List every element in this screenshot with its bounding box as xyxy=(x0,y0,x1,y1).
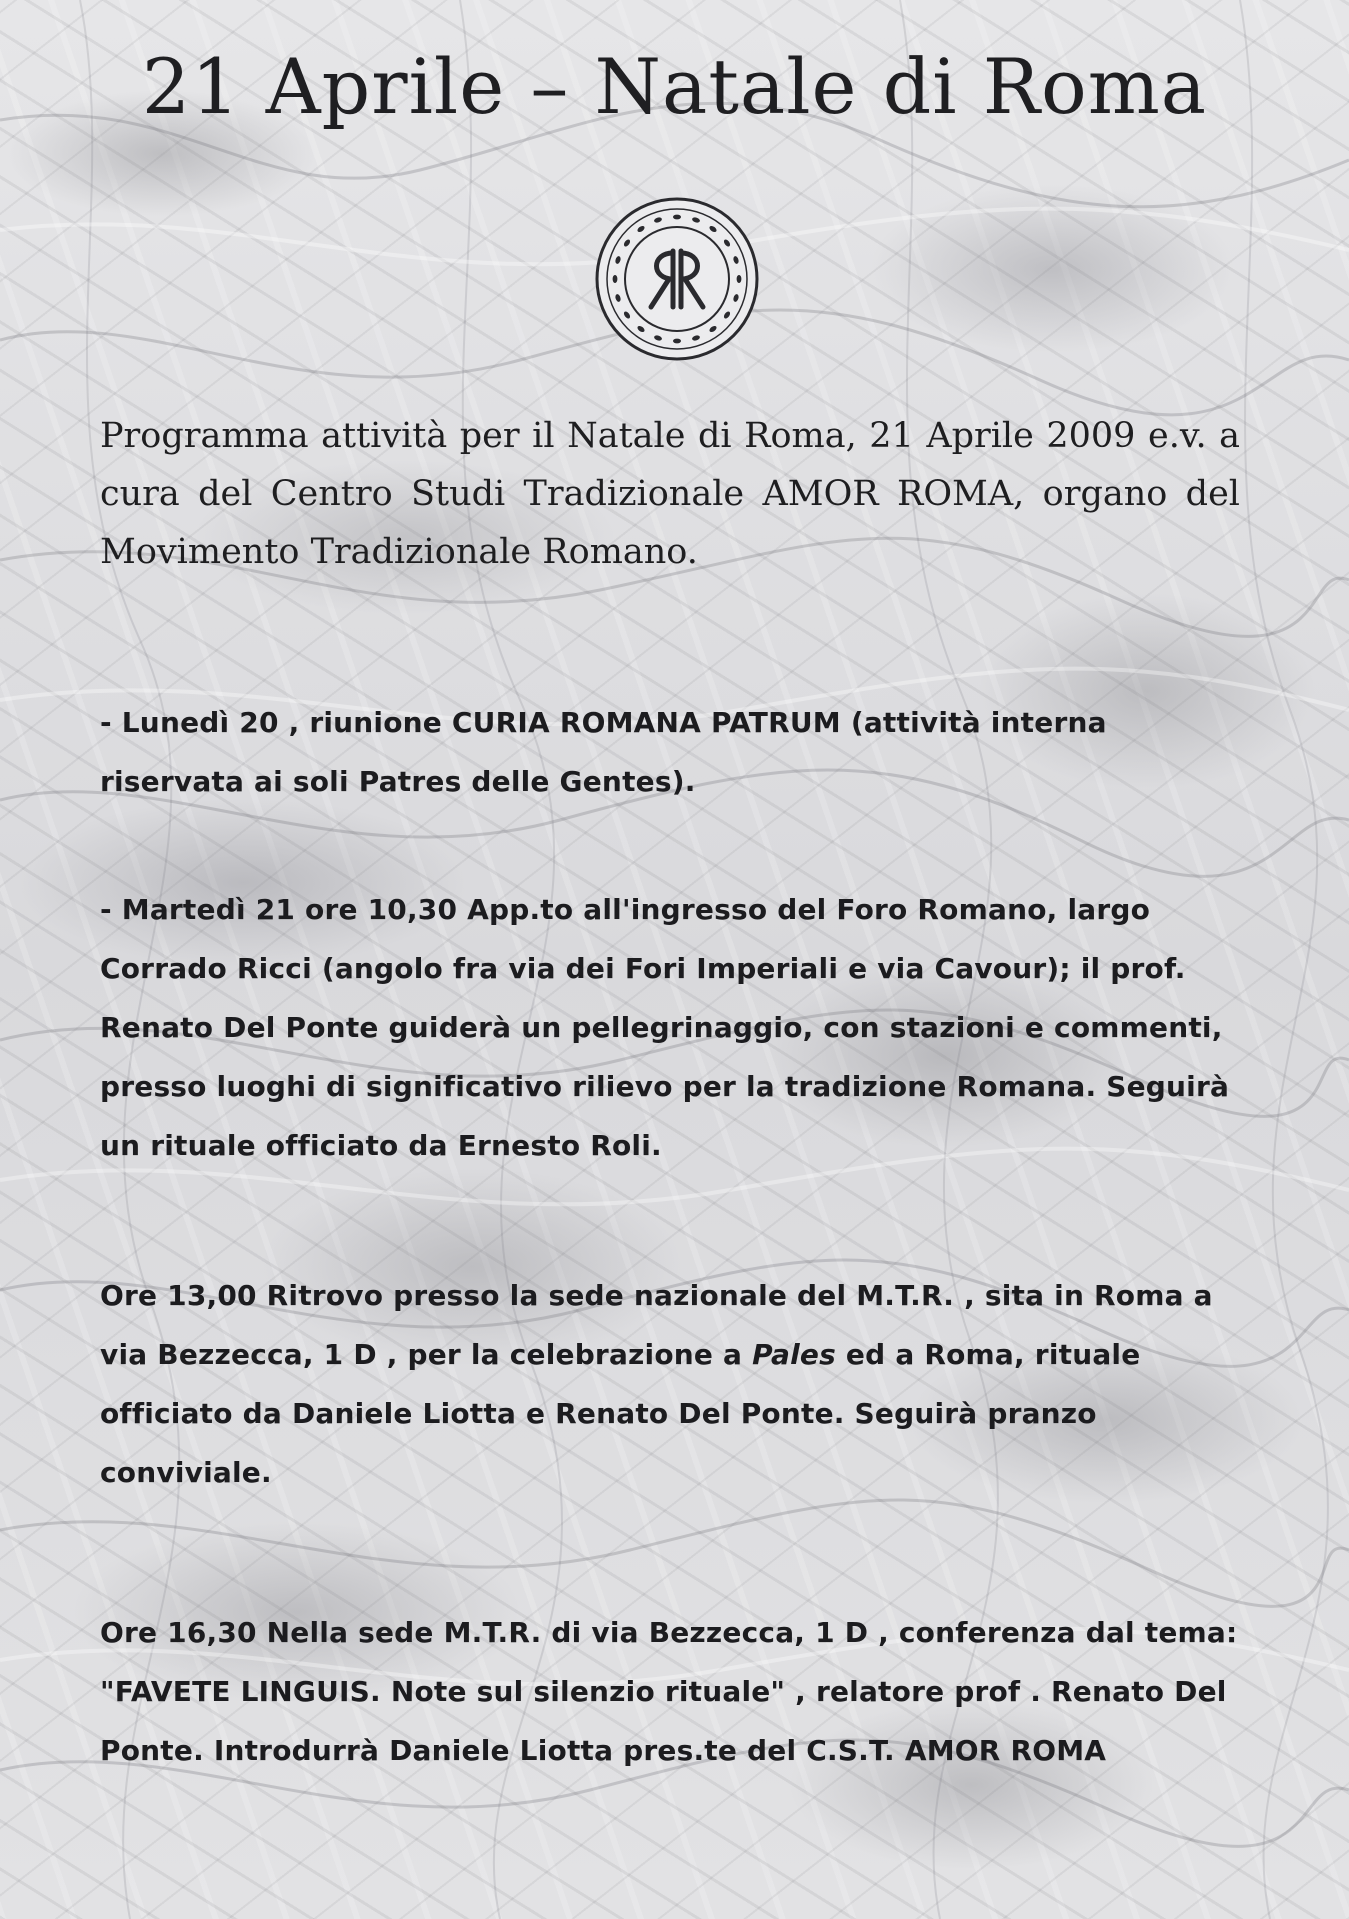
intro-paragraph: Programma attività per il Natale di Roma, 21 Aprile 2009 e.v. a cura del Centro Studi Tradizionale AMOR ROMA, organo del Movimento Tradizionale Romano. xyxy=(100,416,1240,572)
event-lunch-text-before: Ore 13,00 Ritrovo presso la sede nazionale del M.T.R. , sita in Roma a via Bezzecca, 1 D , per la celebrazione a xyxy=(100,1279,1213,1371)
rr-monogram-laurel-icon xyxy=(593,195,761,363)
event-lunch xyxy=(100,1266,1240,1502)
event-conference: Ore 16,30 Nella sede M.T.R. di via Bezzecca, 1 D , conferenza dal tema: "FAVETE LINGUIS. Note sul silenzio rituale" , relatore prof . Renato Del Ponte. Introdurrà Daniele Liotta pres.te del C.S.T. AMOR ROMA xyxy=(100,1616,1238,1767)
event-lunch-emphasis: Pales xyxy=(752,1338,836,1371)
event-monday: - Lunedì 20 , riunione CURIA ROMANA PATRUM (attività interna riservata ai soli Patres delle Gentes). xyxy=(100,706,1107,798)
event-tuesday-morning: - Martedì 21 ore 10,30 App.to all'ingresso del Foro Romano, largo Corrado Ricci (angolo fra via dei Fori Imperiali e via Cavour); il prof. Renato Del Ponte guiderà un pellegrinaggio, con stazioni e commenti, presso luoghi di significativo rilievo per la tradizione Romana. Seguirà un rituale officiato da Ernesto Roli. xyxy=(100,893,1230,1162)
event-lunch-text-after: ed a Roma, rituale officiato da Daniele Liotta e Renato Del Ponte. Seguirà pranzo conviviale. xyxy=(100,1338,1141,1489)
page-title: 21 Aprile – Natale di Roma xyxy=(141,42,1208,131)
